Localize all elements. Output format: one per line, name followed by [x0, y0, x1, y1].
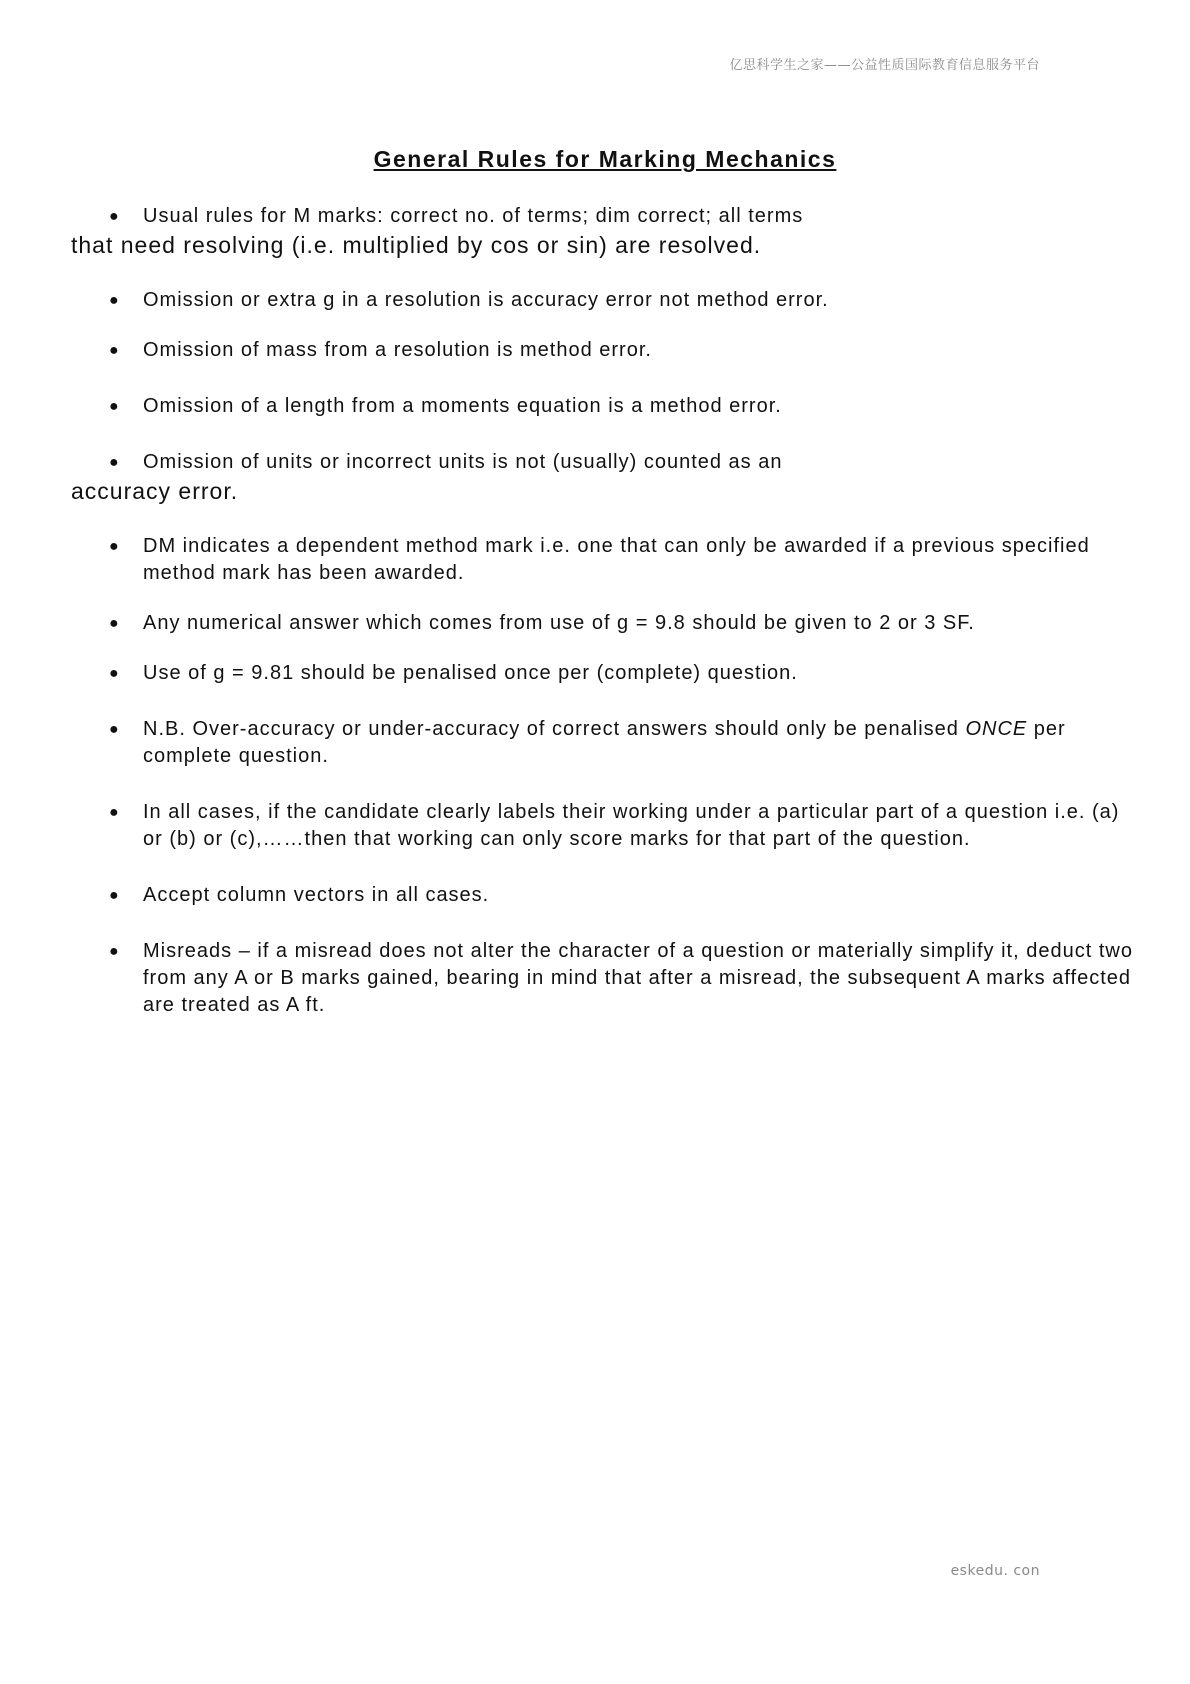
bullet-icon: ● — [109, 721, 120, 738]
rule-item — [109, 287, 1143, 314]
page-header-watermark: 亿思科学生之家——公益性质国际教育信息服务平台 — [729, 58, 1040, 73]
rule-item — [71, 449, 1143, 505]
page-title: General Rules for Marking Mechanics — [373, 146, 837, 172]
bullet-icon: ● — [109, 398, 120, 415]
page-footer-watermark: eskedu. con — [950, 1563, 1040, 1579]
rule-text: Use of g = 9.81 should be penalised once per (complete) question. — [143, 662, 798, 684]
rule-item — [109, 716, 1143, 770]
rule-item — [71, 203, 1143, 259]
bullet-icon: ● — [109, 292, 120, 309]
rule-emphasis: ONCE — [965, 718, 1028, 740]
rule-continuation: accuracy error. — [71, 478, 239, 504]
rules-list — [0, 203, 1190, 1019]
rule-item — [109, 882, 1143, 909]
rule-text: Any numerical answer which comes from use of g = 9.8 should be given to 2 or 3 SF. — [143, 612, 975, 634]
rule-text: In all cases, if the candidate clearly labels their working under a particular part of a question i.e. (a) or (b) or (c),……then that working can only score marks for that part of the question. — [143, 801, 1120, 850]
rule-continuation: that need resolving (i.e. multiplied by cos or sin) are resolved. — [71, 232, 762, 258]
rule-text: Accept column vectors in all cases. — [143, 884, 490, 906]
bullet-icon: ● — [109, 887, 120, 904]
rule-text: Usual rules for M marks: correct no. of terms; dim correct; all terms — [143, 205, 804, 227]
rule-item — [109, 938, 1143, 1019]
rule-item — [109, 393, 1143, 420]
rule-text: per complete question. — [143, 718, 1066, 767]
bullet-icon: ● — [109, 342, 120, 359]
rule-text: DM indicates a dependent method mark i.e. one that can only be awarded if a previous specified method mark has been awarded. — [143, 535, 1090, 584]
rule-item — [109, 533, 1143, 587]
rule-text: Omission or extra g in a resolution is accuracy error not method error. — [143, 289, 829, 311]
rule-text: Omission of mass from a resolution is method error. — [143, 339, 652, 361]
bullet-icon: ● — [109, 665, 120, 682]
rule-item — [109, 337, 1143, 364]
rule-item — [109, 799, 1143, 853]
rule-item — [109, 610, 1143, 637]
rule-text: Omission of units or incorrect units is not (usually) counted as an — [143, 451, 783, 473]
bullet-icon: ● — [109, 538, 120, 555]
rule-text: Misreads – if a misread does not alter the character of a question or materially simplify it, deduct two from any A or B marks gained, bearing in mind that after a misread, the subsequent A marks affected are treated as A ft. — [143, 940, 1133, 1016]
bullet-icon: ● — [109, 615, 120, 632]
rule-text: N.B. Over-accuracy or under-accuracy of correct answers should only be penalised — [143, 718, 966, 740]
bullet-icon: ● — [109, 804, 120, 821]
bullet-icon: ● — [109, 454, 120, 471]
rule-item — [109, 660, 1143, 687]
bullet-icon: ● — [109, 943, 120, 960]
bullet-icon: ● — [109, 208, 120, 225]
rule-text: Omission of a length from a moments equation is a method error. — [143, 395, 782, 417]
